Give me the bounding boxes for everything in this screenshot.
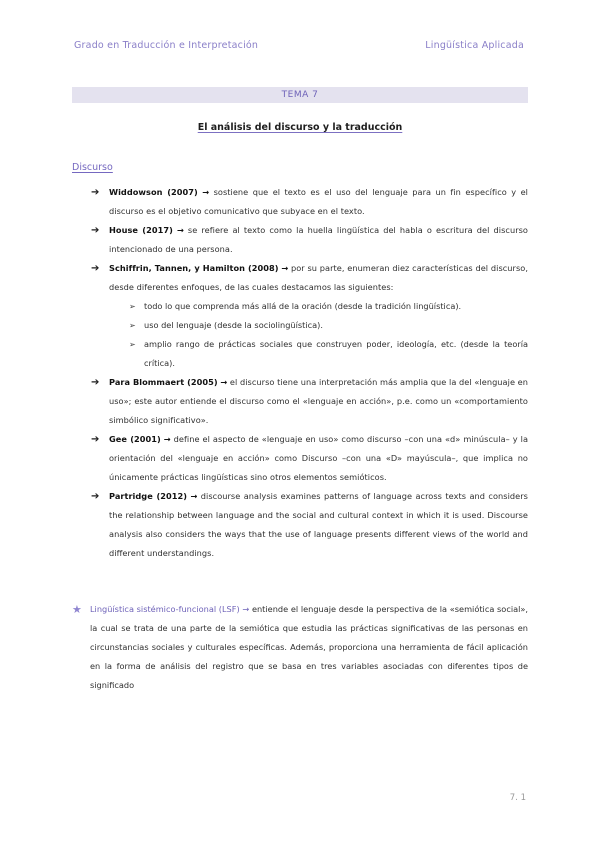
sub-item [72, 297, 528, 316]
list-item [72, 221, 528, 259]
triangle-bullet-icon: ➢ [129, 340, 136, 349]
arrow-icon: ➔ [91, 263, 100, 274]
sub-item-text: todo lo que comprenda más allá de la oración (desde la tradición lingüística). [144, 301, 462, 311]
arrow-icon: ➔ [91, 225, 100, 236]
item-text: el discurso tiene una interpretación más amplia que la del «lenguaje en uso»; este autor entiende el discurso como el «lenguaje en acción», p.e. como un «comportamiento simbólico significativo». [109, 377, 529, 425]
list-item [72, 259, 528, 297]
list-item [72, 373, 528, 430]
inline-arrow: → [242, 604, 250, 614]
item-author: Widdowson (2007) [109, 187, 198, 197]
arrow-icon: ➔ [91, 377, 100, 388]
lsf-text: entiende el lenguaje desde la perspectiva de la «semiótica social», la cual se trata de una parte de la semiótica que estudia las prácticas significativas de las personas en circunstancias sociales y culturales específicas. Además, proporciona una herramienta de fácil aplicación en la forma de análisis del registro que se basa en tres variables asociadas con diferentes tipos de significado [90, 604, 528, 690]
item-author: House (2017) [109, 225, 173, 235]
item-author: Para Blommaert (2005) [109, 377, 218, 387]
tema-banner: TEMA 7 [72, 87, 528, 103]
inline-arrow: → [176, 225, 184, 235]
inline-arrow: → [220, 377, 228, 387]
item-text: discourse analysis examines patterns of language across texts and considers the relationship between language and the social and cultural context in which it is used. Discourse analysis also considers the ways that the use of language presents different views of the world and different understandings. [109, 491, 528, 558]
sub-item-text: amplio rango de prácticas sociales que construyen poder, ideología, etc. (desde la teoría crítica). [144, 339, 528, 368]
lsf-term: Lingüística sistémico-funcional (LSF) [90, 604, 240, 614]
page-title-text: El análisis del discurso y la traducción [197, 122, 403, 133]
page-title [0, 122, 600, 133]
lsf-paragraph [72, 600, 528, 695]
list-item [72, 487, 528, 563]
discourse-list [72, 183, 528, 563]
inline-arrow: → [190, 491, 198, 501]
header-course: Grado en Traducción e Interpretación [74, 40, 259, 51]
item-author: Partridge (2012) [109, 491, 188, 501]
list-item [72, 430, 528, 487]
page-number: 7. 1 [509, 793, 526, 803]
inline-arrow: → [281, 263, 289, 273]
item-text: define el aspecto de «lenguaje en uso» como discurso –con una «d» minúscula– y la orientación del «lenguaje en acción» como Discurso –con una «D» mayúscula–, que implica no únicamente prácticas lingüísticas sino otros elementos semióticos. [109, 434, 529, 482]
star-icon: ★ [72, 603, 82, 616]
section-heading: Discurso [72, 162, 113, 173]
header-subject: Lingüística Aplicada [425, 40, 524, 51]
inline-arrow: → [202, 187, 210, 197]
item-text: se refiere al texto como la huella lingüística del habla o escritura del discurso intencionado de una persona. [109, 225, 528, 254]
triangle-bullet-icon: ➢ [129, 321, 136, 330]
sub-item [72, 316, 528, 335]
arrow-icon: ➔ [91, 434, 100, 445]
arrow-icon: ➔ [91, 187, 100, 198]
item-text: sostiene que el texto es el uso del lenguaje para un fin específico y el discurso es el objetivo comunicativo que subyace en el texto. [109, 187, 528, 216]
inline-arrow: → [163, 434, 171, 444]
triangle-bullet-icon: ➢ [129, 302, 136, 311]
sub-item [72, 335, 528, 373]
arrow-icon: ➔ [91, 491, 100, 502]
list-item [72, 183, 528, 221]
item-text: por su parte, enumeran diez características del discurso, desde diferentes enfoques, de las cuales destacamos las siguientes: [109, 263, 528, 292]
sub-item-text: uso del lenguaje (desde la sociolingüística). [144, 320, 323, 330]
item-author: Schiffrin, Tannen, y Hamilton (2008) [109, 263, 279, 273]
item-author: Gee (2001) [109, 434, 161, 444]
